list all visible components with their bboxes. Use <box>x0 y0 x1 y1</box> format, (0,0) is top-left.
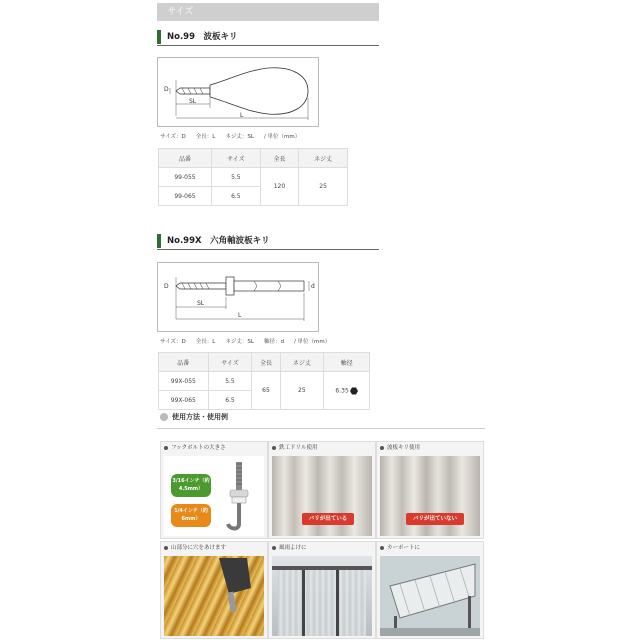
heading-divider <box>157 249 379 250</box>
th-size: サイズ <box>211 149 260 168</box>
pill-1-4-inch: 1/4インチ（約6mm） <box>171 504 211 527</box>
table-row: 99X-055 5.5 65 25 6.35 <box>159 372 370 391</box>
spec-table-no99x <box>158 352 370 410</box>
size-caption-no99: サイズ：D 全長：L ネジ丈：SL / 単位（mm） <box>160 134 301 140</box>
drilling-ridge-photo <box>164 556 264 636</box>
th-length: 全長 <box>260 149 298 168</box>
label-SL: SL <box>197 300 205 307</box>
bullet-icon <box>164 546 168 550</box>
usage-panel-wave-drill: 波板キリ使用 バリが出ていない <box>376 441 484 539</box>
bullet-icon <box>272 446 276 450</box>
label-d: d <box>311 283 315 290</box>
carport-photo <box>380 556 480 636</box>
th-thread: ネジ丈 <box>280 353 324 372</box>
label-D: D <box>164 283 169 290</box>
iron-drill-photo <box>272 456 372 536</box>
carport-roof-image <box>380 556 480 636</box>
product-heading-no99x: No.99X 六角軸波板キリ <box>157 234 379 248</box>
pill-3-16-inch: 3/16インチ（約4.5mm） <box>171 474 211 497</box>
windbreak-photo <box>272 556 372 636</box>
usage-panel-bolt-size: フックボルトの大きさ 3/16インチ（約4.5mm） 1/4インチ（約6mm） <box>160 441 268 539</box>
label-L: L <box>238 312 242 319</box>
label-SL: SL <box>189 98 197 105</box>
drill-tool-image <box>199 558 259 618</box>
hook-bolt-image <box>216 458 261 534</box>
drill-diagram-no99 <box>157 57 319 127</box>
hexagon-icon <box>350 387 358 395</box>
usage-divider <box>157 428 485 429</box>
label-L: L <box>240 112 244 119</box>
heading-divider <box>157 45 379 46</box>
usage-panel-drill-ridge: 山部分に穴をあけます <box>160 541 268 639</box>
bullet-icon <box>272 546 276 550</box>
bolt-photo <box>164 456 264 536</box>
bullet-icon <box>380 546 384 550</box>
th-thread: ネジ丈 <box>299 149 348 168</box>
spec-table-no99 <box>158 148 348 206</box>
label-D: D <box>164 86 169 93</box>
usage-panel-carport: カーポートに <box>376 541 484 639</box>
product-heading-no99: No.99 波板キリ <box>157 30 379 44</box>
table-row: 99X-065 6.5 <box>159 391 370 410</box>
section-tab-size: サイズ <box>157 3 379 21</box>
th-part: 品番 <box>159 149 212 168</box>
usage-title: 使用方法・使用例 <box>172 413 228 421</box>
th-length: 全長 <box>252 353 280 372</box>
table-row: 99-055 5.5 120 25 <box>159 168 348 187</box>
th-size: サイズ <box>208 353 252 372</box>
size-caption-no99x: サイズ：D 全長：L ネジ丈：SL 軸径：d / 単位（mm） <box>160 339 331 345</box>
bullet-icon <box>160 413 168 421</box>
usage-panel-windbreak: 風雨よけに <box>268 541 376 639</box>
no-burr-badge: バリが出ていない <box>406 513 464 525</box>
table-row: 99-065 6.5 <box>159 187 348 206</box>
shaft-diameter: 6.35 <box>335 387 349 394</box>
screwdriver-drill-drawing <box>158 58 318 126</box>
burr-badge: バリが出ている <box>302 513 354 525</box>
usage-panel-iron-drill: 鉄工ドリル使用 バリが出ている <box>268 441 376 539</box>
bullet-icon <box>164 446 168 450</box>
wave-drill-photo <box>380 456 480 536</box>
drill-diagram-no99x <box>157 262 319 332</box>
th-shaft: 軸径 <box>324 353 370 372</box>
th-part: 品番 <box>159 353 209 372</box>
hex-shaft-drill-drawing <box>158 263 318 331</box>
bullet-icon <box>380 446 384 450</box>
